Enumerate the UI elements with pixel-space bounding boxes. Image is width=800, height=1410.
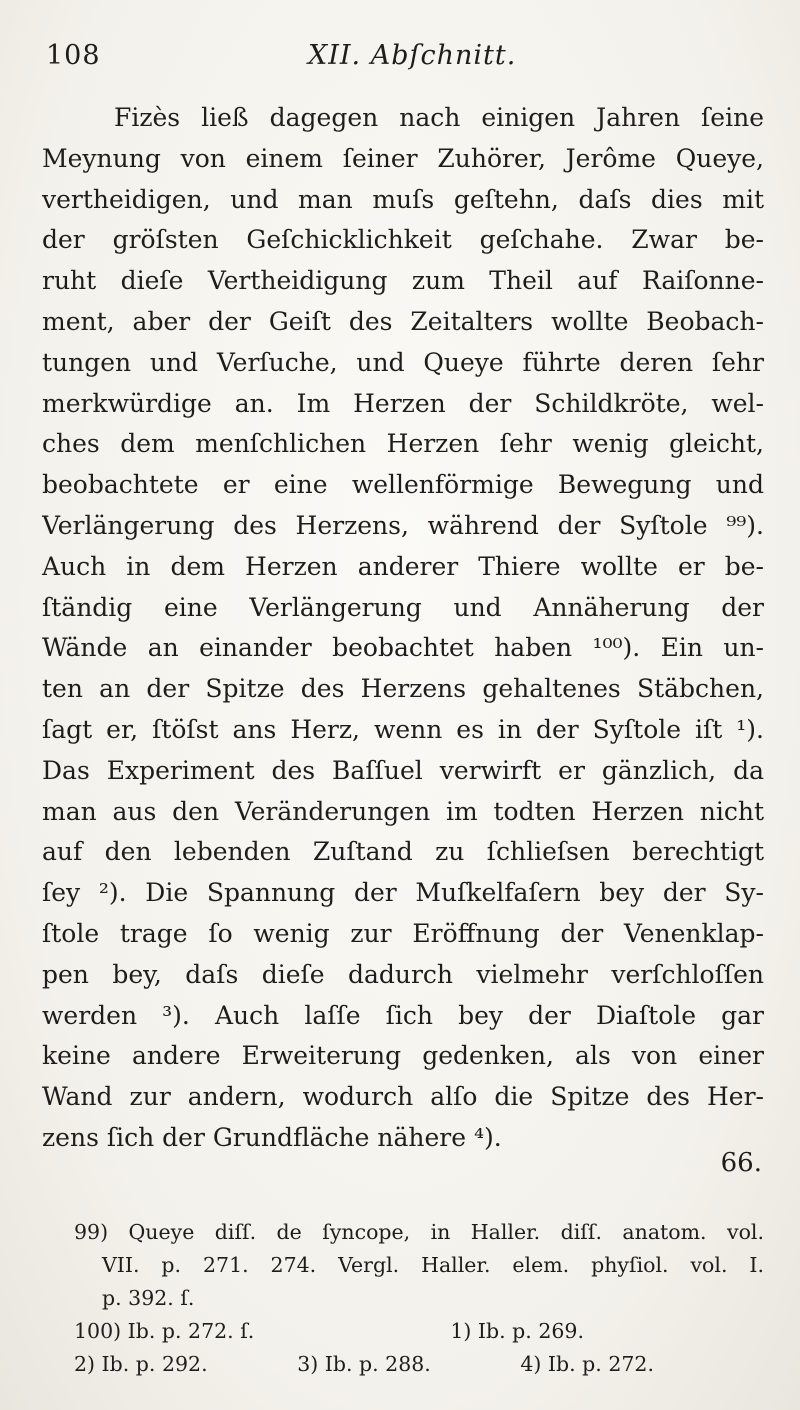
- footnote-99: 99) Queye diſſ. de ſyncope, in Haller. diſſ. anatom. vol.: [74, 1220, 764, 1244]
- text-line: ten an der Spitze des Herzens gehaltenes Stäbchen,: [42, 674, 764, 704]
- page-number: 108: [46, 40, 101, 71]
- text-line: Fizès ließ dagegen nach einigen Jahren ſeine: [114, 103, 764, 132]
- footnote-99-cont: VII. p. 271. 274. Vergl. Haller. elem. phyſiol. vol. I.: [102, 1253, 764, 1277]
- text-line: Wände an einander beobachtet haben ¹⁰⁰). Ein un-: [42, 633, 764, 663]
- text-line: beobachtete er eine wellenförmige Bewegung und: [42, 470, 764, 500]
- text-line: man aus den Veränderungen im todten Herzen nicht: [42, 796, 764, 826]
- text-line: Verlängerung des Herzens, während der Syſtole ⁹⁹).: [42, 510, 764, 540]
- text-line: merkwürdige an. Im Herzen der Schildkröte, wel-: [42, 388, 764, 418]
- text-line: Meynung von einem ſeiner Zuhörer, Jerôme Queye,: [42, 143, 764, 173]
- page-header: [46, 40, 760, 80]
- footnote-100: 100) Ib. p. 272. ſ.: [74, 1319, 255, 1343]
- footnote-3: 3) Ib. p. 288.: [297, 1352, 431, 1376]
- text-line: ment, aber der Geiſt des Zeitalters wollte Beobach-: [42, 306, 764, 336]
- text-line: ſey ²). Die Spannung der Muſkelfaſern bey der Sy-: [42, 878, 764, 908]
- text-line: keine andere Erweiterung gedenken, als von einer: [42, 1041, 764, 1071]
- text-line: zens ſich der Grundfläche nähere ⁴).: [42, 1122, 502, 1152]
- footnote-1: 1) Ib. p. 269.: [450, 1319, 584, 1343]
- text-line: tungen und Verſuche, und Queye führte deren ſehr: [42, 347, 764, 377]
- text-line: ſtändig eine Verlängerung und Annäherung der: [42, 592, 764, 622]
- text-line: der gröſsten Geſchicklichkeit geſchahe. Zwar be-: [42, 225, 764, 255]
- footnote-4: 4) Ib. p. 272.: [520, 1352, 654, 1376]
- running-head: XII. Abſchnitt.: [308, 40, 517, 71]
- body-text: [42, 98, 764, 1159]
- footnotes: [74, 1216, 764, 1381]
- footnote-99-cont: p. 392. ſ.: [102, 1286, 195, 1310]
- text-line: werden ³). Auch laſſe ſich bey der Diaſtole gar: [42, 1000, 764, 1030]
- text-line: ſtole trage ſo wenig zur Eröffnung der Venenklap-: [42, 918, 764, 948]
- footnote-row: [74, 1315, 764, 1348]
- text-line: vertheidigen, und man muſs geſtehn, daſs dies mit: [42, 184, 764, 214]
- text-line: Wand zur andern, wodurch alſo die Spitze des Her-: [42, 1082, 764, 1112]
- text-line: Das Experiment des Baſſuel verwirft er gänzlich, da: [42, 755, 764, 785]
- text-line: auf den lebenden Zuſtand zu ſchlieſsen berechtigt: [42, 837, 764, 867]
- footnote-row: [74, 1348, 764, 1381]
- text-line: Auch in dem Herzen anderer Thiere wollte er be-: [42, 551, 764, 581]
- text-line: ruht dieſe Vertheidigung zum Theil auf Raiſonne-: [42, 266, 764, 296]
- footnote-2: 2) Ib. p. 292.: [74, 1352, 208, 1376]
- text-line: pen bey, daſs dieſe dadurch vielmehr verſchloſſen: [42, 959, 764, 989]
- text-line: ches dem menſchlichen Herzen ſehr wenig gleicht,: [42, 429, 764, 459]
- catchword: 66.: [720, 1148, 762, 1178]
- text-line: ſagt er, ſtöſst ans Herz, wenn es in der Syſtole iſt ¹).: [42, 714, 764, 744]
